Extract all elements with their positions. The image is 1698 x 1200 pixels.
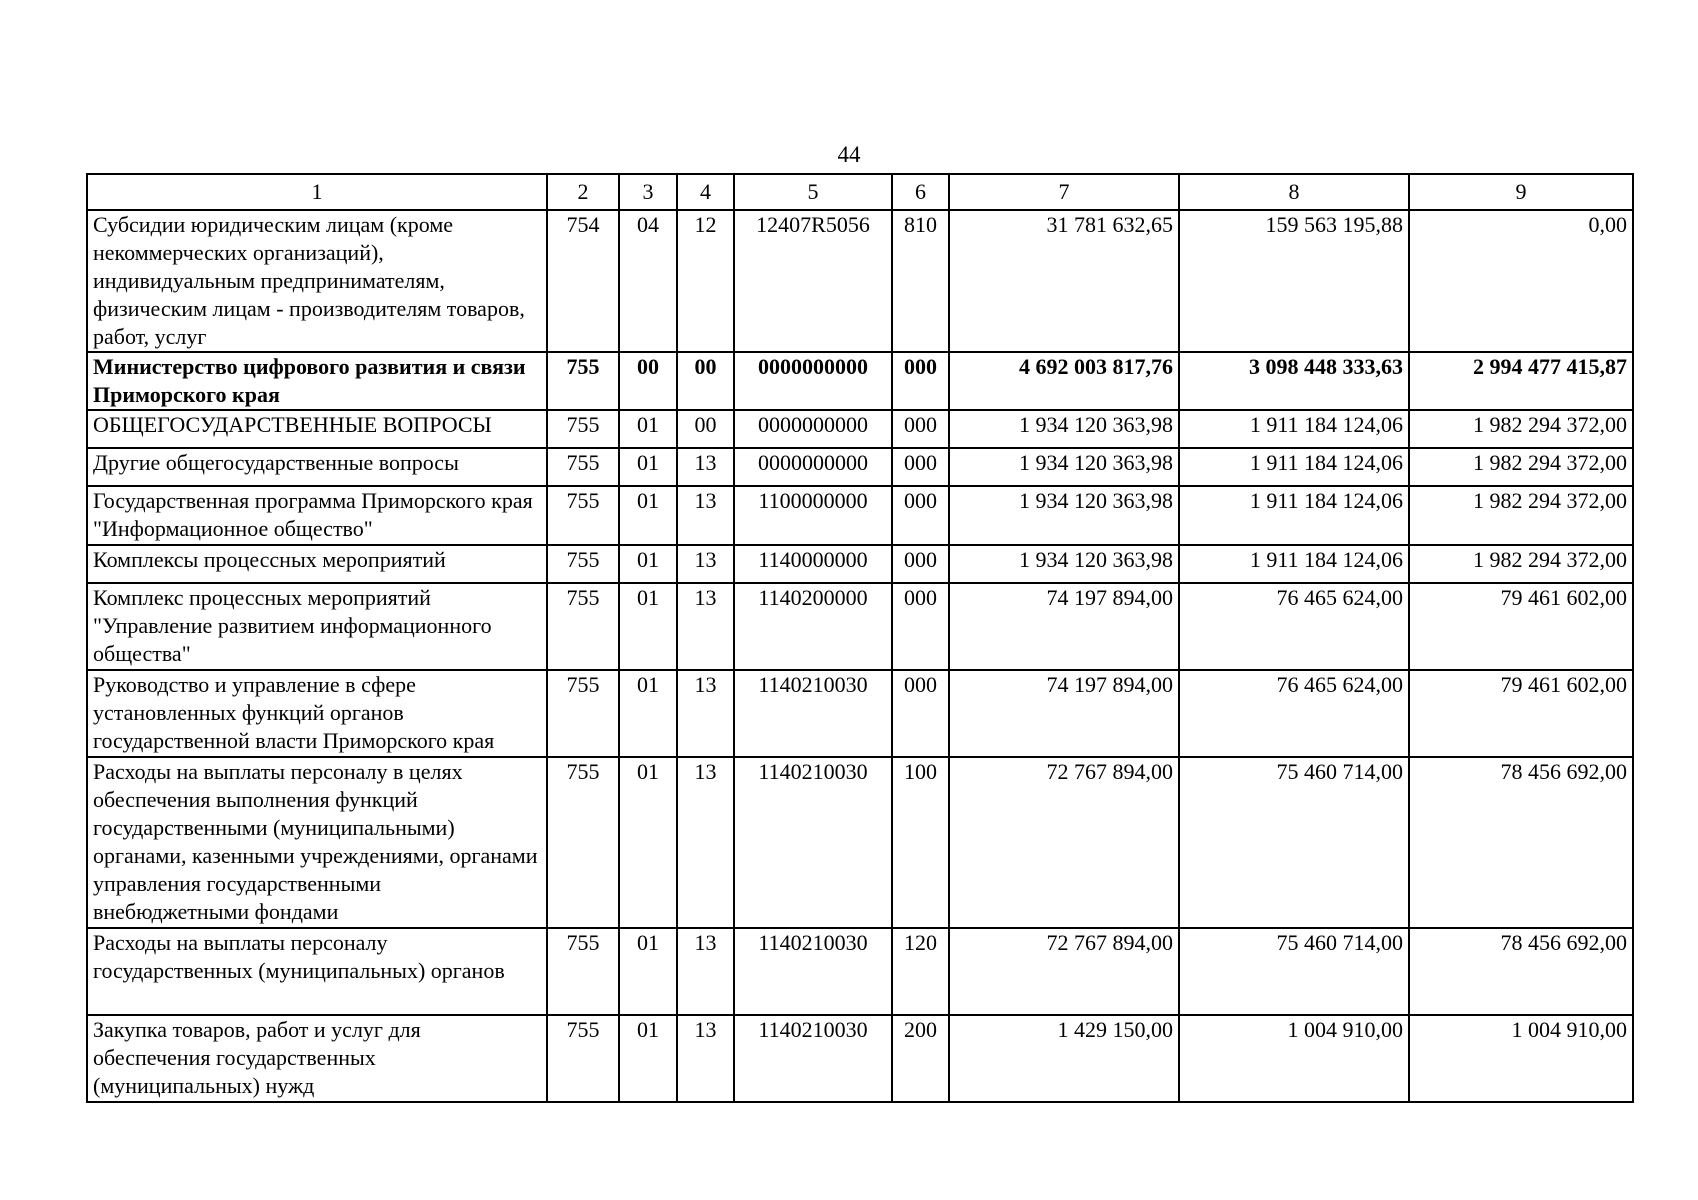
subsection-code: 13 — [677, 757, 734, 928]
section-code: 01 — [619, 1015, 677, 1102]
column-header: 8 — [1179, 174, 1409, 210]
amount-col8: 1 911 184 124,06 — [1179, 545, 1409, 583]
column-header: 9 — [1409, 174, 1633, 210]
section-code: 01 — [619, 486, 677, 545]
section-code: 00 — [619, 352, 677, 410]
amount-col9: 2 994 477 415,87 — [1409, 352, 1633, 410]
amount-col7: 4 692 003 817,76 — [949, 352, 1179, 410]
amount-col9: 0,00 — [1409, 210, 1633, 352]
amount-col8: 75 460 714,00 — [1179, 928, 1409, 1015]
item-name: Комплексы процессных мероприятий — [87, 545, 547, 583]
target-article-code: 1140200000 — [734, 583, 892, 670]
target-article-code: 1140000000 — [734, 545, 892, 583]
column-header: 2 — [547, 174, 619, 210]
amount-col8: 76 465 624,00 — [1179, 583, 1409, 670]
expense-type-code: 120 — [892, 928, 949, 1015]
column-header: 4 — [677, 174, 734, 210]
column-header: 5 — [734, 174, 892, 210]
table-row — [87, 352, 1633, 410]
target-article-code: 12407R5056 — [734, 210, 892, 352]
amount-col8: 1 911 184 124,06 — [1179, 486, 1409, 545]
target-article-code: 1100000000 — [734, 486, 892, 545]
item-name: Государственная программа Приморского края "Информационное общество" — [87, 486, 547, 545]
subsection-code: 00 — [677, 352, 734, 410]
amount-col9: 1 004 910,00 — [1409, 1015, 1633, 1102]
target-article-code: 1140210030 — [734, 1015, 892, 1102]
section-code: 01 — [619, 583, 677, 670]
grbs-code: 755 — [547, 583, 619, 670]
amount-col7: 72 767 894,00 — [949, 928, 1179, 1015]
table-row — [87, 210, 1633, 352]
amount-col8: 1 911 184 124,06 — [1179, 448, 1409, 486]
amount-col9: 1 982 294 372,00 — [1409, 448, 1633, 486]
grbs-code: 754 — [547, 210, 619, 352]
item-name: Министерство цифрового развития и связи Приморского края — [87, 352, 547, 410]
section-code: 01 — [619, 670, 677, 757]
table-row — [87, 670, 1633, 757]
table-row — [87, 1015, 1633, 1102]
grbs-code: 755 — [547, 928, 619, 1015]
section-code: 04 — [619, 210, 677, 352]
table-row — [87, 410, 1633, 448]
item-name: Закупка товаров, работ и услуг для обеспечения государственных (муниципальных) нужд — [87, 1015, 547, 1102]
expense-type-code: 810 — [892, 210, 949, 352]
item-name: Другие общегосударственные вопросы — [87, 448, 547, 486]
item-name: ОБЩЕГОСУДАРСТВЕННЫЕ ВОПРОСЫ — [87, 410, 547, 448]
expense-type-code: 000 — [892, 486, 949, 545]
table-row — [87, 448, 1633, 486]
amount-col7: 74 197 894,00 — [949, 670, 1179, 757]
amount-col7: 72 767 894,00 — [949, 757, 1179, 928]
expense-type-code: 000 — [892, 583, 949, 670]
subsection-code: 13 — [677, 448, 734, 486]
expense-type-code: 000 — [892, 670, 949, 757]
amount-col9: 78 456 692,00 — [1409, 928, 1633, 1015]
amount-col7: 1 934 120 363,98 — [949, 410, 1179, 448]
amount-col8: 3 098 448 333,63 — [1179, 352, 1409, 410]
item-name: Субсидии юридическим лицам (кроме некоммерческих организаций), индивидуальным предпринимателям, физическим лицам - производителям товаров, работ, услуг — [87, 210, 547, 352]
table-row — [87, 757, 1633, 928]
amount-col7: 1 934 120 363,98 — [949, 486, 1179, 545]
amount-col9: 79 461 602,00 — [1409, 583, 1633, 670]
grbs-code: 755 — [547, 757, 619, 928]
grbs-code: 755 — [547, 1015, 619, 1102]
amount-col7: 74 197 894,00 — [949, 583, 1179, 670]
grbs-code: 755 — [547, 545, 619, 583]
grbs-code: 755 — [547, 486, 619, 545]
subsection-code: 12 — [677, 210, 734, 352]
section-code: 01 — [619, 928, 677, 1015]
grbs-code: 755 — [547, 670, 619, 757]
expense-type-code: 000 — [892, 448, 949, 486]
section-code: 01 — [619, 448, 677, 486]
table-row — [87, 583, 1633, 670]
amount-col9: 79 461 602,00 — [1409, 670, 1633, 757]
subsection-code: 13 — [677, 928, 734, 1015]
amount-col8: 75 460 714,00 — [1179, 757, 1409, 928]
grbs-code: 755 — [547, 448, 619, 486]
section-code: 01 — [619, 410, 677, 448]
grbs-code: 755 — [547, 352, 619, 410]
column-header: 1 — [87, 174, 547, 210]
target-article-code: 1140210030 — [734, 757, 892, 928]
item-name: Комплекс процессных мероприятий "Управление развитием информационного общества" — [87, 583, 547, 670]
column-number-row — [87, 174, 1633, 210]
amount-col9: 1 982 294 372,00 — [1409, 410, 1633, 448]
table-row — [87, 928, 1633, 1015]
amount-col9: 78 456 692,00 — [1409, 757, 1633, 928]
target-article-code: 1140210030 — [734, 670, 892, 757]
subsection-code: 13 — [677, 486, 734, 545]
subsection-code: 13 — [677, 583, 734, 670]
amount-col9: 1 982 294 372,00 — [1409, 545, 1633, 583]
expense-type-code: 200 — [892, 1015, 949, 1102]
subsection-code: 00 — [677, 410, 734, 448]
amount-col9: 1 982 294 372,00 — [1409, 486, 1633, 545]
amount-col7: 31 781 632,65 — [949, 210, 1179, 352]
table-row — [87, 545, 1633, 583]
budget-table — [86, 173, 1634, 1103]
section-code: 01 — [619, 757, 677, 928]
subsection-code: 13 — [677, 670, 734, 757]
item-name: Расходы на выплаты персоналу в целях обеспечения выполнения функций государственными (муниципальными) органами, казенными учреждениями, органами управления государственными внебюджетными фондами — [87, 757, 547, 928]
amount-col8: 159 563 195,88 — [1179, 210, 1409, 352]
amount-col7: 1 934 120 363,98 — [949, 448, 1179, 486]
expense-type-code: 100 — [892, 757, 949, 928]
table-row — [87, 486, 1633, 545]
expense-type-code: 000 — [892, 352, 949, 410]
target-article-code: 0000000000 — [734, 448, 892, 486]
target-article-code: 0000000000 — [734, 352, 892, 410]
item-name: Расходы на выплаты персоналу государственных (муниципальных) органов — [87, 928, 547, 1015]
page-number: 44 — [837, 142, 861, 167]
subsection-code: 13 — [677, 545, 734, 583]
item-name: Руководство и управление в сфере установленных функций органов государственной власти Приморского края — [87, 670, 547, 757]
amount-col7: 1 934 120 363,98 — [949, 545, 1179, 583]
amount-col8: 1 911 184 124,06 — [1179, 410, 1409, 448]
expense-type-code: 000 — [892, 410, 949, 448]
column-header: 6 — [892, 174, 949, 210]
target-article-code: 0000000000 — [734, 410, 892, 448]
column-header: 3 — [619, 174, 677, 210]
amount-col8: 1 004 910,00 — [1179, 1015, 1409, 1102]
column-header: 7 — [949, 174, 1179, 210]
amount-col7: 1 429 150,00 — [949, 1015, 1179, 1102]
amount-col8: 76 465 624,00 — [1179, 670, 1409, 757]
section-code: 01 — [619, 545, 677, 583]
subsection-code: 13 — [677, 1015, 734, 1102]
target-article-code: 1140210030 — [734, 928, 892, 1015]
grbs-code: 755 — [547, 410, 619, 448]
expense-type-code: 000 — [892, 545, 949, 583]
